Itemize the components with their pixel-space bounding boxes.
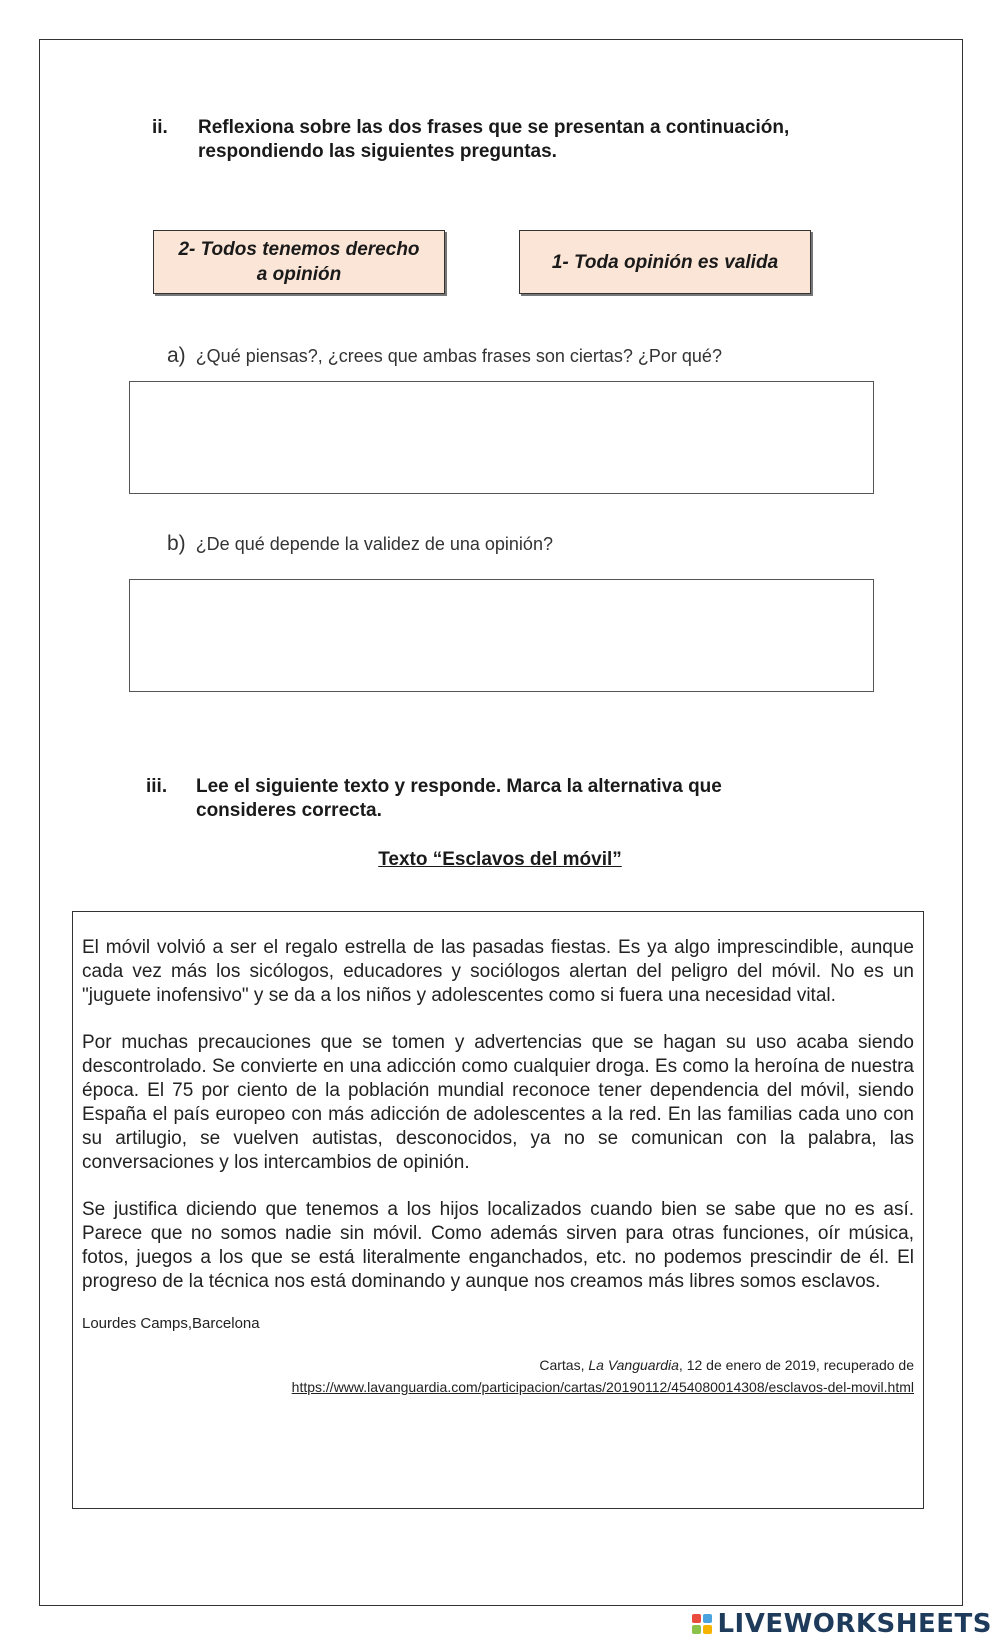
section-iii-line1: Lee el siguiente texto y responde. Marca la alternativa que — [196, 776, 722, 797]
phrase-left-line2: a opinión — [256, 264, 342, 285]
question-b — [167, 532, 553, 556]
question-a-letter: a) — [167, 344, 186, 367]
section-ii-number: ii. — [152, 117, 168, 138]
liveworksheets-logo-icon — [692, 1614, 712, 1634]
source-publication: La Vanguardia — [588, 1357, 679, 1373]
reading-paragraph-3: Se justifica diciendo que tenemos a los hijos localizados cuando bien se sabe que no es así. Parece que no somos nadie sin móvil. Como además sirven para otras funciones, oír música, fotos, juegos a los que se está literalmente enganchados, etc. no podemos prescindir de él. El progreso de la técnica nos está dominando y aunque nos creamos más libres somos esclavos. — [82, 1199, 914, 1292]
source-suffix: , 12 de enero de 2019, recuperado de — [678, 1357, 914, 1373]
phrase-left-line1: 2- Todos tenemos derecho — [178, 239, 420, 260]
answer-a-textarea[interactable] — [129, 381, 874, 494]
liveworksheets-logo-text: LIVEWORKSHEETS — [717, 1609, 992, 1639]
reading-paragraph-1: El móvil volvió a ser el regalo estrella de las pasadas fiestas. Es ya algo imprescindible, aunque cada vez más los sicólogos, educadores y sociólogos alertan del peligro del móvil. No es un "juguete inofensivo" y se da a los niños y adolescentes como si fuera una necesidad vital. — [82, 937, 914, 1006]
phrase-right-text: 1- Toda opinión es valida — [551, 251, 779, 273]
question-a-text: ¿Qué piensas?, ¿crees que ambas frases son ciertas? ¿Por qué? — [195, 346, 722, 366]
reading-source — [82, 1354, 914, 1398]
source-prefix: Cartas, — [539, 1357, 589, 1373]
question-b-text: ¿De qué depende la validez de una opinión? — [195, 534, 553, 554]
phrase-box-left — [153, 230, 445, 294]
source-url-link[interactable]: https://www.lavanguardia.com/participacion/cartas/20190112/454080014308/esclavos-del-movil.html — [291, 1379, 914, 1395]
section-iii-number: iii. — [146, 776, 168, 797]
section-ii-line1: Reflexiona sobre las dos frases que se presentan a continuación, — [198, 117, 790, 138]
phrase-box-right — [519, 230, 811, 294]
answer-b-textarea[interactable] — [129, 579, 874, 692]
liveworksheets-logo — [692, 1609, 992, 1639]
reading-text-box — [72, 911, 924, 1509]
reading-author: Lourdes Camps,Barcelona — [82, 1315, 260, 1332]
reading-paragraph-2: Por muchas precauciones que se tomen y advertencias que se hagan su uso acaba siendo descontrolado. Se convierte en una adicción como cualquier droga. Es como la heroína de nuestra época. El 75 por ciento de la población mundial reconoce tener dependencia del móvil, siendo España el país europeo con más adicción de adolescentes a la red. En las familias cada uno con su artilugio, se vuelven autistas, desconocidos, ya no se comunican con la palabra, las conversaciones y los intercambios de opinión. — [82, 1032, 914, 1173]
reading-title: Texto “Esclavos del móvil” — [378, 849, 622, 870]
question-a — [167, 344, 722, 368]
section-ii-line2: respondiendo las siguientes preguntas. — [198, 141, 557, 162]
section-iii-line2: consideres correcta. — [196, 800, 382, 821]
question-b-letter: b) — [167, 532, 186, 555]
